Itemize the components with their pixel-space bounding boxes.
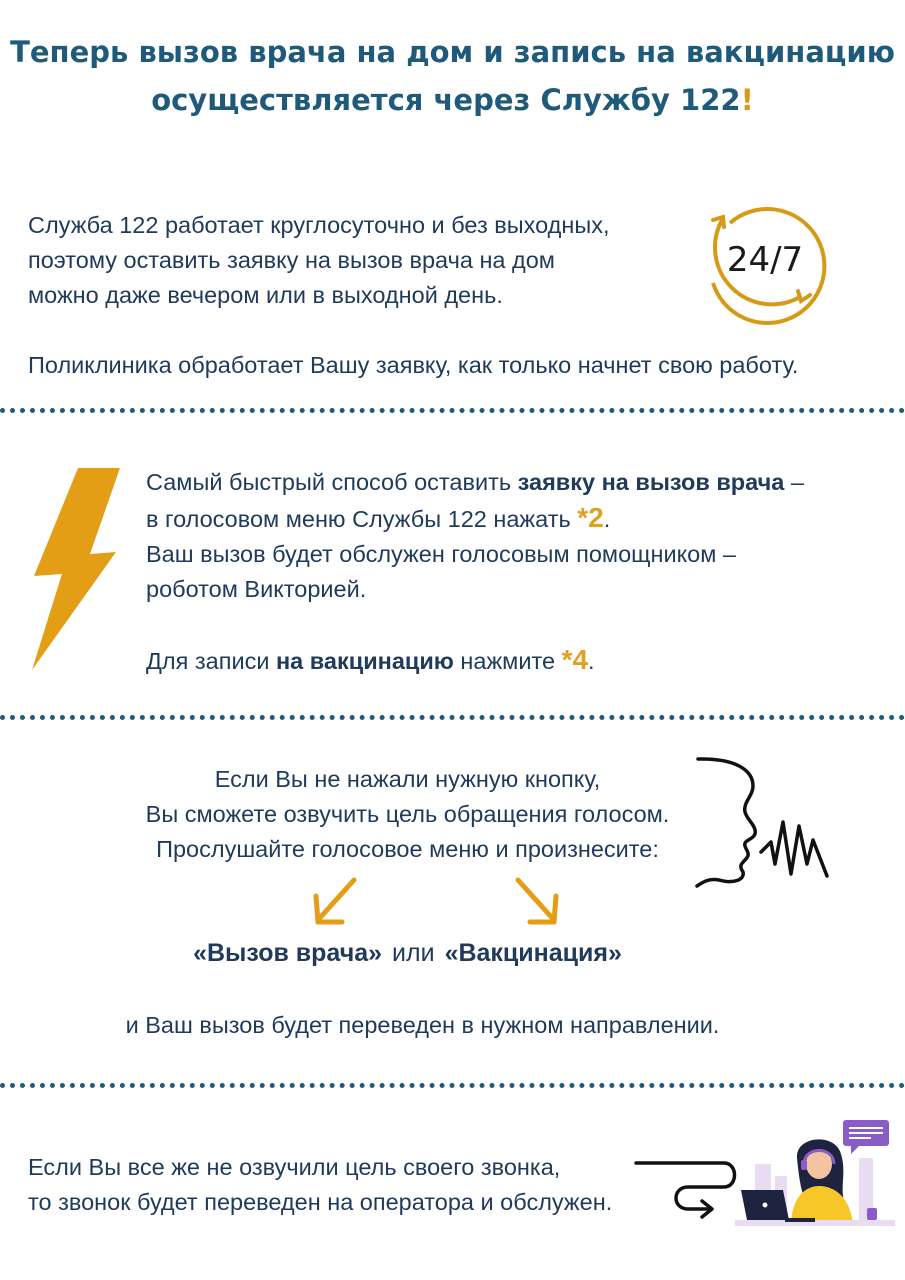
section1-paragraph1: Служба 122 работает круглосуточно и без выходных, поэтому оставить заявку на вызов врача на дом можно даже вечером или в выходной день.: [28, 212, 610, 308]
voice-phrases: [120, 936, 695, 971]
operator-icon: [735, 1118, 895, 1228]
phrase-vaccination: «Вакцинация»: [444, 939, 622, 967]
section2-line5: Для записи на вакцинацию нажмите *4.: [146, 644, 595, 675]
section2-line3: Ваш вызов будет обслужен голосовым помощником –: [146, 541, 736, 567]
phrase-or: или: [392, 939, 435, 967]
title-line1: Теперь вызов врача на дом и запись на вакцинацию: [10, 35, 895, 69]
section4-text: Если Вы все же не озвучили цель своего звонка, то звонок будет переведен на оператора и обслужен.: [28, 1154, 613, 1215]
speaking-head-icon: [695, 756, 835, 896]
phrase-doctor: «Вызов врача»: [193, 939, 383, 967]
section1-paragraph2: Поликлиника обработает Вашу заявку, как только начнет свою работу.: [28, 352, 799, 378]
section2-line1: Самый быстрый способ оставить заявку на вызов врача –: [146, 469, 804, 495]
divider-2: [0, 715, 905, 720]
arrow-down-left-icon: [310, 876, 360, 928]
section2-line4: роботом Викторией.: [146, 576, 367, 602]
section2-line2: в голосовом меню Службы 122 нажать *2.: [146, 502, 611, 533]
section3-result: и Ваш вызов будет переведен в нужном направлении.: [125, 1012, 720, 1038]
page-title: [0, 28, 905, 124]
curved-arrow-icon: [632, 1155, 742, 1225]
title-line2: осуществляется через Службу 122!: [151, 83, 754, 117]
section2-text: [146, 465, 804, 679]
lightning-icon: [28, 468, 120, 670]
arrow-down-right-icon: [512, 876, 562, 928]
divider-3: [0, 1083, 905, 1088]
divider-1: [0, 408, 905, 413]
section3-text: Если Вы не нажали нужную кнопку, Вы сможете озвучить цель обращения голосом. Прослушайте голосовое меню и произнесите:: [145, 766, 670, 862]
badge-247: 24/7: [726, 240, 804, 280]
